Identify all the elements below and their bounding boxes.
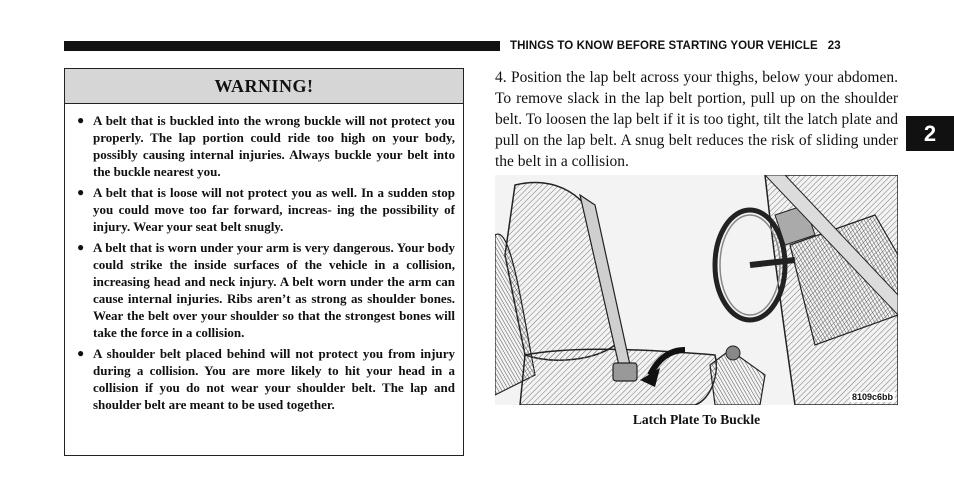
header-rule — [64, 41, 500, 51]
instruction-paragraph: 4. Position the lap belt across your thighs, below your abdomen. To remove slack in the lap belt portion, pull up on the shoulder belt. To loosen the lap belt if it is too tight, tilt the latch plate and pull on the lap belt. A snug belt reduces the risk of sliding under the belt in a collision. — [495, 69, 898, 170]
warning-item-text: A belt that is buckled into the wrong buckle will not protect you properly. The lap portion could ride too high on your body, possibly causing internal injuries. Always buckle your belt into the buckle nearest you. — [93, 113, 455, 179]
bullet-icon: ● — [77, 185, 85, 199]
bullet-icon: ● — [77, 240, 85, 254]
running-header — [510, 37, 900, 55]
warning-item-text: A belt that is worn under your arm is very dangerous. Your body could strike the inside surfaces of the vehicle in a collision, increasing head and neck injury. A belt worn under the arm can cause internal injuries. Ribs aren’t as strong as shoulder bones. Wear the belt over your shoulder so that the strongest bones will take the force in a collision. — [93, 240, 455, 340]
latch-plate-illustration — [495, 175, 898, 405]
figure-code: 8109c6bb — [851, 392, 893, 402]
warning-item — [73, 112, 455, 180]
chapter-tab: 2 — [906, 116, 954, 151]
warning-item — [73, 239, 455, 341]
warning-title: WARNING! — [65, 69, 463, 104]
seat-belt-drawing — [495, 175, 898, 405]
section-title: THINGS TO KNOW BEFORE STARTING YOUR VEHICLE — [510, 40, 818, 52]
warning-item — [73, 184, 455, 235]
figure-caption: Latch Plate To Buckle — [632, 412, 761, 427]
bullet-icon: ● — [77, 113, 85, 127]
warning-list — [65, 104, 463, 413]
warning-item — [73, 345, 455, 413]
warning-item-text: A belt that is loose will not protect you as well. In a sudden stop you could move too far forward, increas- ing the possibility of injury. Wear your seat belt snugly. — [93, 185, 455, 234]
bullet-icon: ● — [77, 346, 85, 360]
warning-box — [64, 68, 464, 456]
latch-plate-shape — [613, 363, 637, 381]
warning-item-text: A shoulder belt placed behind will not protect you from injury during a collision. You are more likely to hit your head in a collision if you do not wear your shoulder belt. The lap and shoulder belt are meant to be used together. — [93, 346, 455, 412]
page-number: 23 — [827, 40, 841, 52]
